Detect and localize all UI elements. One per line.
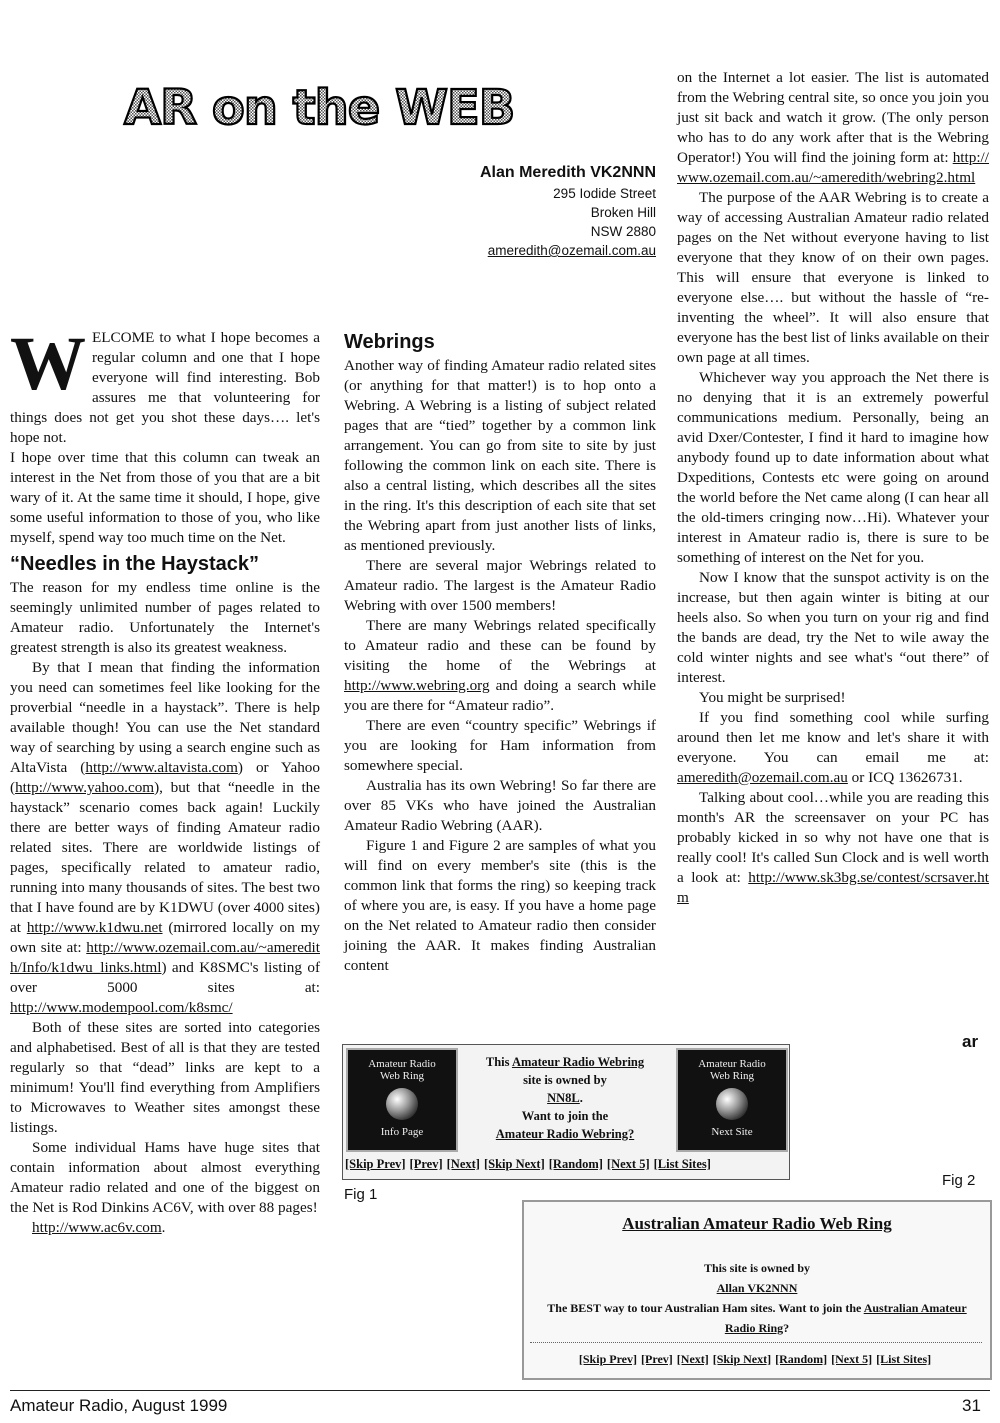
paragraph: If you find something cool while surfing around then let me know and let's share it with everyone. You can email me at: ameredith@ozemail.com.au or ICQ 13626731. bbox=[677, 709, 989, 786]
link-owner-vk2nnn[interactable]: Allan VK2NNN bbox=[716, 1281, 798, 1295]
link-owner-nn8l[interactable]: NN8L bbox=[547, 1091, 580, 1105]
nav-next[interactable]: [Next] bbox=[446, 1157, 480, 1171]
address-line: Broken Hill bbox=[590, 205, 656, 220]
paragraph: The reason for my endless time online is the seemingly unlimited number of pages related to Amateur radio. Unfortunately the Internet's greatest strength is also its greatest weakness. bbox=[10, 579, 320, 656]
column-title bbox=[120, 74, 560, 136]
paragraph: There are even “country specific” Webrings if you are looking for Ham information from somewhere special. bbox=[344, 717, 656, 774]
link-altavista[interactable]: http://www.altavista.com bbox=[85, 759, 238, 776]
nav-skip-prev[interactable]: [Skip Prev] bbox=[578, 1352, 638, 1366]
link-ac6v[interactable]: http://www.ac6v.com bbox=[32, 1219, 162, 1236]
nav-prev[interactable]: [Prev] bbox=[409, 1157, 443, 1171]
link-k1dwu[interactable]: http://www.k1dwu.net bbox=[26, 919, 163, 936]
paragraph: Another way of finding Amateur radio related sites (or anything for that matter!) is to hop onto a Webring. A Webring is a listing of subject related pages that are “tied” together by a common link arrangement. You can go from site to site by just following the common link on each site. There is also a central listing, which describes all the sites in the ring. It's this description of each site that set the Webring apart from just another lists of links, as mentioned previously. bbox=[344, 357, 656, 554]
paragraph: Figure 1 and Figure 2 are samples of what you will find on every member's site (this is the common link that forms the ring) so keeping track of where you are, is easy. If you have a home page on the Net related to Amateur radio then consider joining the AAR. It makes finding Australian content bbox=[344, 837, 656, 974]
divider bbox=[530, 1342, 982, 1343]
figure-1-label: Fig 1 bbox=[344, 1186, 378, 1203]
paragraph: There are several major Webrings related to Amateur radio. The largest is the Amateur Radio Webring with over 1500 members! bbox=[344, 557, 656, 614]
figure-2-webring-banner bbox=[522, 1200, 992, 1380]
footer-publication: Amateur Radio, August 1999 bbox=[10, 1396, 228, 1415]
author-name: Alan Meredith VK2NNN bbox=[479, 164, 656, 181]
intro-paragraph: WELCOME to what I hope becomes a regular column and one that I hope everyone will find interesting. Bob assures me that volunteering for things does not get you shot these days…. let's hope not. bbox=[10, 322, 320, 446]
address-line: NSW 2880 bbox=[590, 224, 656, 239]
footer-rule bbox=[10, 1390, 990, 1391]
paragraph: You might be surprised! bbox=[699, 689, 846, 706]
webring-nav bbox=[345, 1157, 789, 1172]
paragraph: http://www.ac6v.com. bbox=[32, 1219, 166, 1236]
byline bbox=[380, 162, 656, 260]
paragraph: Talking about cool…while you are reading this month's AR the screensaver on your PC has probably kicked in so why not have one that is really cool! It's called Sun Clock and is well worth a look at: http://www.sk3bg.se/contest/scrsaver.htm bbox=[677, 789, 989, 906]
link-webring-org[interactable]: http://www.webring.org bbox=[344, 677, 490, 694]
next-site-button[interactable]: Amateur Radio Web Ring Next Site bbox=[676, 1048, 788, 1152]
link-k8smc[interactable]: http://www.modempool.com/k8smc/ bbox=[10, 999, 233, 1016]
link-amateur-radio-webring[interactable]: Amateur Radio Webring bbox=[511, 1055, 645, 1069]
nav-list-sites[interactable]: [List Sites] bbox=[876, 1352, 932, 1366]
nav-list-sites[interactable]: [List Sites] bbox=[653, 1157, 711, 1171]
title-text: AR on the WEB bbox=[124, 80, 515, 136]
section-heading-webrings: Webrings bbox=[344, 331, 435, 353]
link-k1dwu-mirror[interactable]: http://www.ozemail.com.au/~ameredith/Info/k1dwu_links.html bbox=[10, 939, 320, 976]
nav-random[interactable]: [Random] bbox=[775, 1352, 828, 1366]
webring-title: Australian Amateur Radio Web Ring bbox=[622, 1214, 892, 1233]
author-email-link[interactable]: ameredith@ozemail.com.au bbox=[487, 243, 656, 258]
nav-prev[interactable]: [Prev] bbox=[641, 1352, 673, 1366]
nav-skip-prev[interactable]: [Skip Prev] bbox=[345, 1157, 406, 1171]
paragraph: The purpose of the AAR Webring is to create a way of accessing Australian Amateur radio related pages on the Net without everyone having to list everyone that they know of on their own pages. This will ensure that everyone is linked to everyone else…. but without the hassle of “re-inventing the wheel”. It will also ensure that everyone has the best list of links available on their own page at all times. bbox=[677, 189, 989, 366]
globe-icon bbox=[386, 1088, 418, 1120]
paragraph: on the Internet a lot easier. The list is automated from the Webring central site, so once you join you just sit back and watch it grow. (The only person who has to do any work after that is the Webring Operator!) You will find the joining form at: http://www.ozemail.com.au/~ameredith/webring2.html bbox=[677, 69, 989, 186]
paragraph: Both of these sites are sorted into categories and alphabetised. Best of all is that they are tested regularly so that “dead” links are kept to a minimum! You'll find everything from Amplifiers to Microwaves to Weather sites amongst these listings. bbox=[10, 1019, 320, 1136]
nav-random[interactable]: [Random] bbox=[548, 1157, 603, 1171]
nav-next[interactable]: [Next] bbox=[676, 1352, 709, 1366]
globe-icon bbox=[716, 1088, 748, 1120]
link-join-webring[interactable]: Amateur Radio Webring? bbox=[495, 1127, 635, 1141]
figure-1-webring-banner bbox=[342, 1044, 790, 1180]
link-yahoo[interactable]: http://www.yahoo.com bbox=[15, 779, 155, 796]
paragraph: There are many Webrings related specifically to Amateur radio and these can be found by visiting the home of the Webrings at http://www.webring.org and doing a search while you are there for “Amateur radio”. bbox=[344, 617, 656, 714]
paragraph: I hope over time that this column can tweak an interest in the Net from those of you that are a bit wary of it. At the same time it should, I hope, give some useful information to those of you, who like myself, spend way too much time on the Net. bbox=[10, 449, 320, 546]
nav-next-5[interactable]: [Next 5] bbox=[606, 1157, 650, 1171]
footer-page-number: 31 bbox=[962, 1396, 981, 1415]
paragraph: Now I know that the sunspot activity is on the increase, but then again winter is biting at our heels also. So when you turn on your rig and find the bands are dead, try the Net to wile away the cold winter nights and see what's “out there” of interest. bbox=[677, 569, 989, 686]
paragraph: Australia has its own Webring! So far there are over 85 VKs who have joined the Australian Amateur Radio Webring (AAR). bbox=[344, 777, 656, 834]
paragraph: Whichever way you approach the Net there is no denying that it is an extremely powerful communications medium. Personally, being an avid Dxer/Contester, I find it hard to imagine how anybody found up to date information about what Dxpeditions, Contests etc were going on around the world before the Net came along (I can hear all the old-timers cringing now…Hi). Whatever your interest in Amateur radio is, there is sure to be something of interest on the Net for you. bbox=[677, 369, 989, 566]
title-logo bbox=[120, 74, 560, 136]
nav-skip-next[interactable]: [Skip Next] bbox=[483, 1157, 545, 1171]
webring-owner-info: This site is owned by Allan VK2NNN The BEST way to tour Australian Ham sites. Want to join the Australian Amateur Radio Ring? bbox=[547, 1261, 967, 1335]
nav-skip-next[interactable]: [Skip Next] bbox=[712, 1352, 772, 1366]
webring-nav bbox=[524, 1352, 990, 1367]
end-mark: ar bbox=[962, 1032, 979, 1051]
column-3 bbox=[677, 68, 989, 908]
paragraph: By that I mean that finding the information you need can sometimes feel like looking for the proverbial “needle in a haystack”. There is help available though! You can use the Net standard way of searching by using a search engine such as AltaVista (http://www.altavista.com) or Yahoo (http://www.yahoo.com), but that “needle in the haystack” scenario comes back again! Luckily there are better ways of finding Amateur radio related sites. There are worldwide listings of pages, specifically related to amateur radio, running into many thousands of sites. The best two that I have found are by K1DWU (over 4000 sites) at http://www.k1dwu.net (mirrored locally on my own site at: http://www.ozemail.com.au/~ameredith/Info/k1dwu_links.html) and K8SMC's listing of over 5000 sites at: http://www.modempool.com/k8smc/ bbox=[10, 659, 320, 1016]
webring-owner-info: This Amateur Radio Webring site is owned by NN8L. Want to join the Amateur Radio Webring? bbox=[485, 1055, 645, 1141]
link-webring-join-form[interactable]: http://www.ozemail.com.au/~ameredith/webring2.html bbox=[677, 149, 989, 186]
column-2 bbox=[344, 326, 656, 976]
drop-cap: W bbox=[10, 322, 86, 406]
link-email[interactable]: ameredith@ozemail.com.au bbox=[677, 769, 848, 786]
link-join-aar[interactable]: Australian Amateur Radio Ring bbox=[724, 1301, 967, 1335]
figure-2-label: Fig 2 bbox=[942, 1172, 976, 1189]
paragraph: Some individual Hams have huge sites that contain information about almost everything Amateur radio related and one of the biggest on the Net is Rod Dinkins AC6V, with over 88 pages! bbox=[10, 1139, 320, 1216]
info-page-button[interactable]: Amateur Radio Web Ring Info Page bbox=[346, 1048, 458, 1152]
nav-next-5[interactable]: [Next 5] bbox=[831, 1352, 873, 1366]
address-line: 295 Iodide Street bbox=[553, 186, 656, 201]
section-heading-needles: “Needles in the Haystack” bbox=[10, 553, 259, 575]
link-sunclock[interactable]: http://www.sk3bg.se/contest/scrsaver.htm bbox=[677, 869, 989, 906]
column-1 bbox=[10, 322, 320, 1238]
